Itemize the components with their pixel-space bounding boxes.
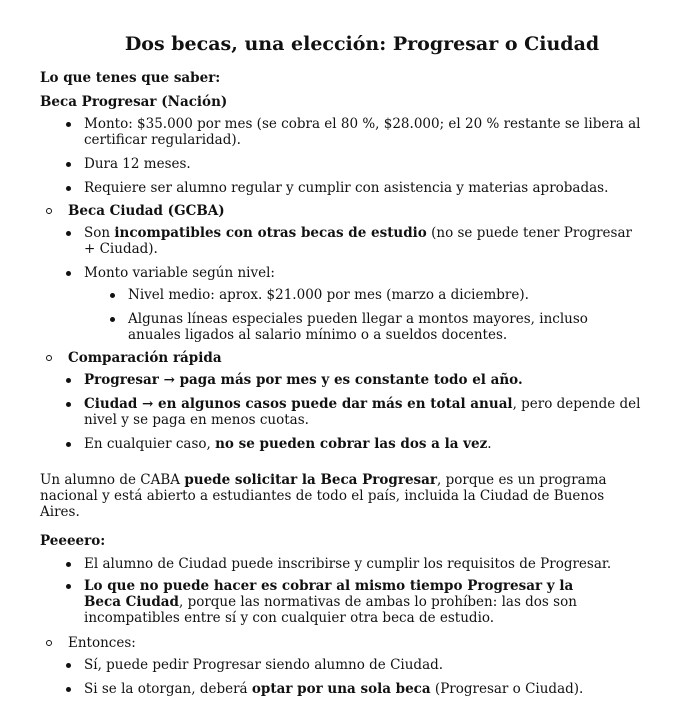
page-title: Dos becas, una elección: Progresar o Ciudad bbox=[124, 33, 600, 55]
progresar-item-duracion: Dura 12 meses. bbox=[84, 156, 191, 172]
ciudad-sub-item-nivel-medio: Nivel medio: aprox. $21.000 por mes (marzo a diciembre). bbox=[128, 287, 529, 303]
bullet-dot bbox=[110, 293, 115, 298]
comparacion-heading: Comparación rápida bbox=[68, 350, 222, 366]
comparacion-item-progresar: Progresar → paga más por mes y es constante todo el año. bbox=[84, 372, 523, 388]
bullet-dot bbox=[66, 402, 71, 407]
peeeero-item-inscribirse: El alumno de Ciudad puede inscribirse y cumplir los requisitos de Progresar. bbox=[84, 556, 612, 572]
progresar-item-requisitos: Requiere ser alumno regular y cumplir con asistencia y materias aprobadas. bbox=[84, 180, 609, 196]
bullet-dot bbox=[66, 271, 71, 276]
ciudad-sub-item-lineas-especiales: Algunas líneas especiales pueden llegar a montos mayores, incluso anuales ligados al salario mínimo o a sueldos docentes. bbox=[128, 311, 588, 343]
bullet-dot bbox=[110, 317, 115, 322]
peeeero-heading: Peeeero: bbox=[40, 533, 106, 549]
ciudad-item-monto: Monto variable según nivel: bbox=[84, 265, 275, 281]
hollow-bullet bbox=[46, 208, 52, 214]
comparacion-item-ciudad: Ciudad → en algunos casos puede dar más en total anual, pero depende del nivel y se paga en menos cuotas. bbox=[84, 396, 641, 428]
ciudad-heading: Beca Ciudad (GCBA) bbox=[68, 203, 225, 219]
hollow-bullet bbox=[46, 355, 52, 361]
bullet-dot bbox=[66, 584, 71, 589]
intro-heading: Lo que tenes que saber: bbox=[40, 70, 221, 86]
entonces-item-puede-pedir: Sí, puede pedir Progresar siendo alumno de Ciudad. bbox=[84, 657, 444, 673]
caba-paragraph: Un alumno de CABA puede solicitar la Beca Progresar, porque es un programa nacional y está abierto a estudiantes de todo el país, incluida la Ciudad de Buenos Aires. bbox=[40, 472, 607, 520]
bullet-dot bbox=[66, 378, 71, 383]
bullet-dot bbox=[66, 122, 71, 127]
bullet-dot bbox=[66, 186, 71, 191]
bullet-dot bbox=[66, 231, 71, 236]
progresar-item-monto: Monto: $35.000 por mes (se cobra el 80 %, $28.000; el 20 % restante se libera al certificar regularidad). bbox=[84, 116, 641, 148]
comparacion-item-cualquier-caso: En cualquier caso, no se pueden cobrar las dos a la vez. bbox=[84, 436, 492, 452]
bullet-dot bbox=[66, 663, 71, 668]
ciudad-item-incompatibles: Son incompatibles con otras becas de estudio (no se puede tener Progresar + Ciudad). bbox=[84, 225, 632, 257]
hollow-bullet bbox=[46, 640, 52, 646]
peeeero-item-no-puede: Lo que no puede hacer es cobrar al mismo tiempo Progresar y la Beca Ciudad, porque las normativas de ambas lo prohíben: las dos son incompatibles entre sí y con cualquier otra beca de estudio. bbox=[84, 578, 577, 626]
entonces-heading: Entonces: bbox=[68, 635, 136, 651]
bullet-dot bbox=[66, 162, 71, 167]
entonces-item-optar: Si se la otorgan, deberá optar por una sola beca (Progresar o Ciudad). bbox=[84, 681, 584, 697]
bullet-dot bbox=[66, 687, 71, 692]
bullet-dot bbox=[66, 442, 71, 447]
bullet-dot bbox=[66, 562, 71, 567]
progresar-heading: Beca Progresar (Nación) bbox=[40, 94, 228, 110]
